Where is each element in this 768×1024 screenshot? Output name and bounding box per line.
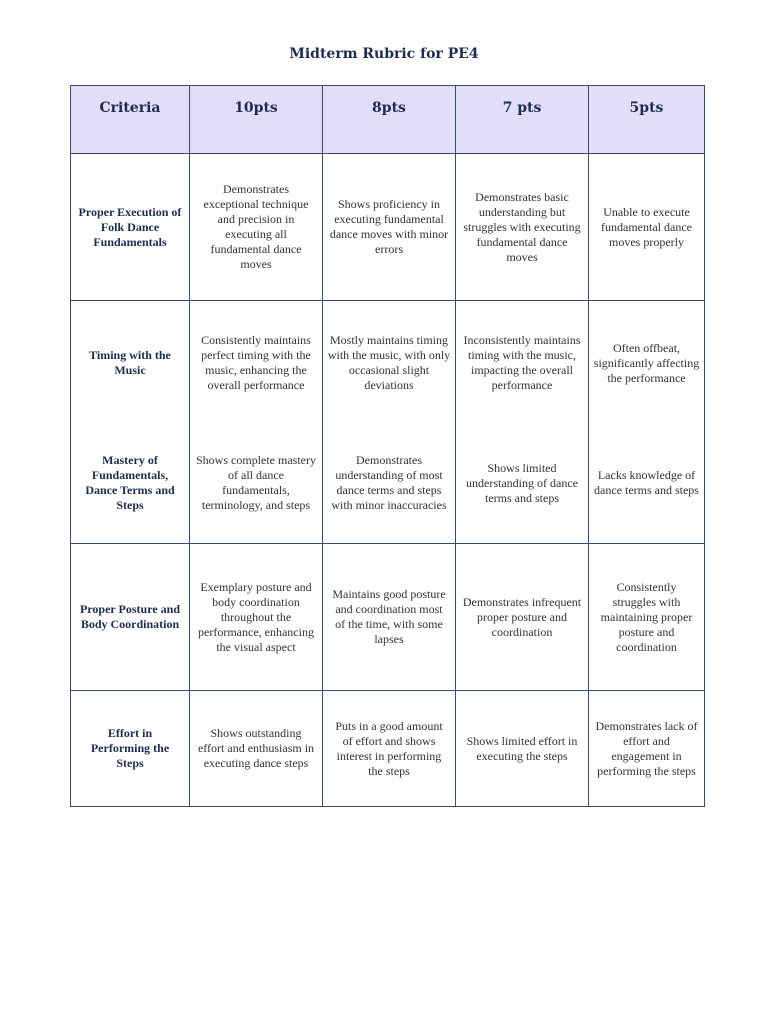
header-7pts: 7 pts xyxy=(456,86,589,154)
rubric-cell xyxy=(323,301,456,544)
criteria-cell xyxy=(71,301,190,544)
rubric-cell: Demonstrates lack of effort and engagement in performing the steps xyxy=(589,691,705,807)
table-row xyxy=(71,154,705,301)
criteria-cell: Effort in Performing the Steps xyxy=(71,691,190,807)
table-header xyxy=(71,86,705,154)
rubric-cell: Shows proficiency in executing fundamental dance moves with minor errors xyxy=(323,154,456,301)
header-criteria: Criteria xyxy=(71,86,190,154)
rubric-cell xyxy=(456,301,589,544)
rubric-cell-text: Often offbeat, significantly affecting the performance xyxy=(593,340,700,385)
header-row xyxy=(71,86,705,154)
rubric-cell: Puts in a good amount of effort and shows interest in performing the steps xyxy=(323,691,456,807)
rubric-cell-text: Mostly maintains timing with the music, with only occasional slight deviations xyxy=(327,333,451,392)
rubric-cell-text: Inconsistently maintains timing with the music, impacting the overall performance xyxy=(463,333,581,392)
rubric-cell: Exemplary posture and body coordination throughout the performance, enhancing the visual aspect xyxy=(190,544,323,691)
rubric-cell: Shows outstanding effort and enthusiasm in executing dance steps xyxy=(190,691,323,807)
table-row xyxy=(71,691,705,807)
rubric-cell: Maintains good posture and coordination most of the time, with some lapses xyxy=(323,544,456,691)
table-row xyxy=(71,544,705,691)
rubric-cell xyxy=(190,301,323,544)
rubric-cell xyxy=(589,301,705,544)
rubric-table xyxy=(70,85,705,807)
header-5pts: 5pts xyxy=(589,86,705,154)
rubric-cell: Consistently struggles with maintaining proper posture and coordination xyxy=(589,544,705,691)
rubric-cell-text: Consistently maintains perfect timing with the music, enhancing the overall performance xyxy=(201,333,311,392)
criteria-mastery: Mastery of Fundamentals, Dance Terms and Steps xyxy=(85,453,175,512)
criteria-cell: Proper Posture and Body Coordination xyxy=(71,544,190,691)
page-title: Midterm Rubric for PE4 xyxy=(289,46,479,62)
rubric-cell-text: Shows complete mastery of all dance fundamentals, terminology, and steps xyxy=(196,453,316,512)
rubric-cell: Demonstrates exceptional technique and precision in executing all fundamental dance moves xyxy=(190,154,323,301)
rubric-cell-text: Lacks knowledge of dance terms and steps xyxy=(594,468,699,497)
rubric-cell-text: Shows limited understanding of dance terms and steps xyxy=(466,460,578,505)
header-10pts: 10pts xyxy=(190,86,323,154)
criteria-timing: Timing with the Music xyxy=(89,348,171,377)
rubric-cell: Unable to execute fundamental dance moves properly xyxy=(589,154,705,301)
header-8pts: 8pts xyxy=(323,86,456,154)
criteria-cell: Proper Execution of Folk Dance Fundamentals xyxy=(71,154,190,301)
rubric-cell-text: Demonstrates understanding of most dance terms and steps with minor inaccuracies xyxy=(331,453,447,512)
rubric-cell: Demonstrates basic understanding but struggles with executing fundamental dance moves xyxy=(456,154,589,301)
table-row-merged xyxy=(71,301,705,544)
rubric-cell: Shows limited effort in executing the steps xyxy=(456,691,589,807)
rubric-cell: Demonstrates infrequent proper posture and coordination xyxy=(456,544,589,691)
